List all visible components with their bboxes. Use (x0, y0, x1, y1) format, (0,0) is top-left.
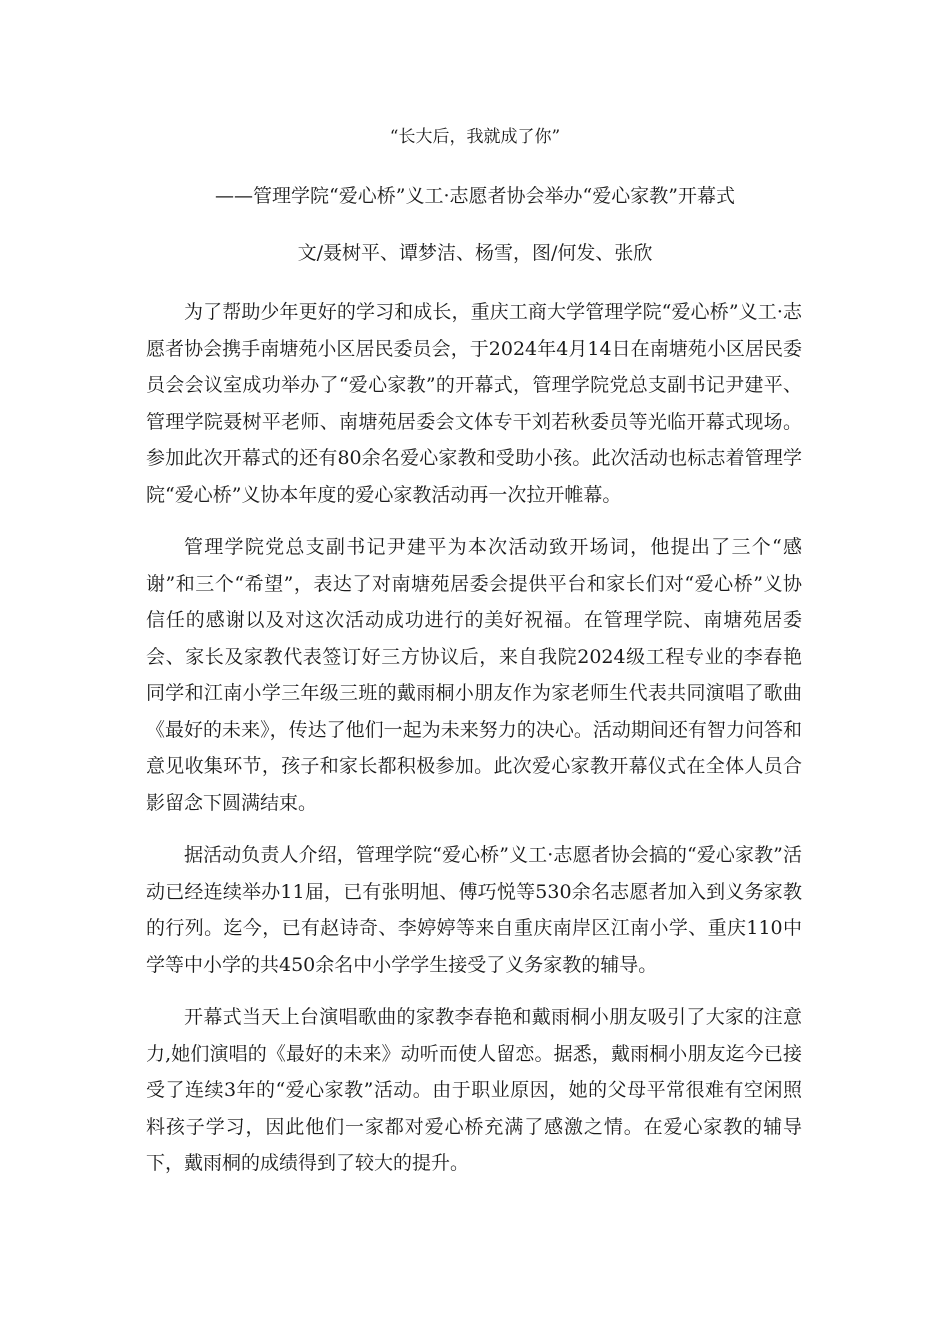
article-body (146, 294, 802, 1198)
paragraph: 据活动负责人介绍，管理学院“爱心桥”义工·志愿者协会搞的“爱心家教”活动已经连续举办11届，已有张明旭、傅巧悦等530余名志愿者加入到义务家教的行列。迄今，已有赵诗奇、李婷婷等来自重庆南岸区江南小学、重庆110中学等中小学的共450余名中小学学生接受了义务家教的辅导。 (146, 844, 802, 976)
paragraph: 开幕式当天上台演唱歌曲的家教李春艳和戴雨桐小朋友吸引了大家的注意力,她们演唱的《最好的未来》动听而使人留恋。据悉，戴雨桐小朋友迄今已接受了连续3年的“爱心家教”活动。由于职业原因，她的父母平常很难有空闲照料孩子学习，因此他们一家都对爱心桥充满了感激之情。在爱心家教的辅导下，戴雨桐的成绩得到了较大的提升。 (146, 1006, 802, 1174)
article-title: “长大后，我就成了你” (389, 127, 561, 147)
paragraph: 为了帮助少年更好的学习和成长，重庆工商大学管理学院“爱心桥”义工·志愿者协会携手南塘苑小区居民委员会，于2024年4月14日在南塘苑小区居民委员会会议室成功举办了“爱心家教”的开幕式，管理学院党总支副书记尹建平、管理学院聂树平老师、南塘苑居委会文体专干刘若秋委员等光临开幕式现场。参加此次开幕式的还有80余名爱心家教和受助小孩。此次活动也标志着管理学院“爱心桥”义协本年度的爱心家教活动再一次拉开帷幕。 (146, 301, 802, 506)
article-subtitle: ——管理学院“爱心桥”义工·志愿者协会举办“爱心家教”开幕式 (215, 185, 735, 207)
article-byline: 文/聂树平、谭梦洁、杨雪，图/何发、张欣 (297, 242, 653, 264)
paragraph: 管理学院党总支副书记尹建平为本次活动致开场词，他提出了三个“感谢”和三个“希望”，表达了对南塘苑居委会提供平台和家长们对“爱心桥”义协信任的感谢以及对这次活动成功进行的美好祝福。在管理学院、南塘苑居委会、家长及家教代表签订好三方协议后，来自我院2024级工程专业的李春艳同学和江南小学三年级三班的戴雨桐小朋友作为家老师生代表共同演唱了歌曲《最好的未来》，传达了他们一起为未来努力的决心。活动期间还有智力问答和意见收集环节，孩子和家长都积极参加。此次爱心家教开幕仪式在全体人员合影留念下圆满结束。 (146, 536, 802, 814)
